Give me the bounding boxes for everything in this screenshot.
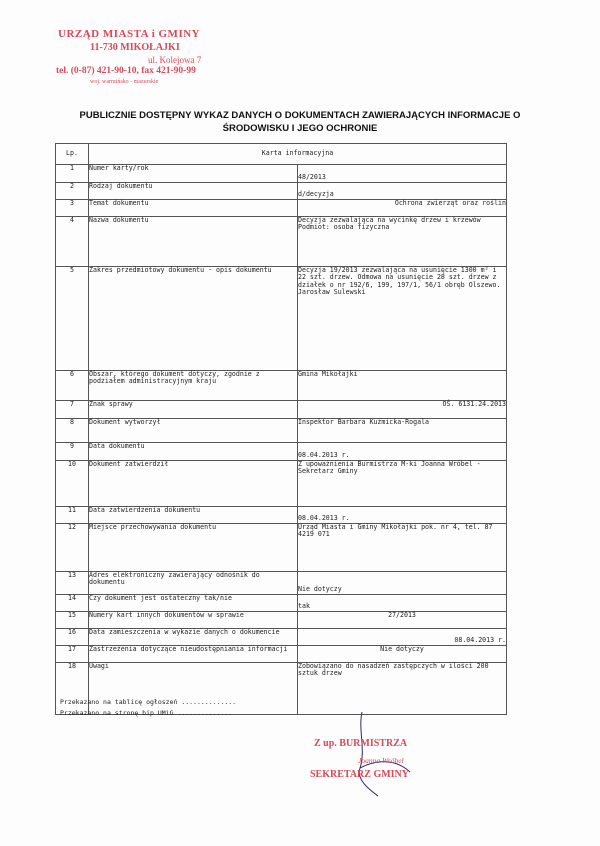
row-field-name: Data dokumentu	[89, 443, 298, 461]
row-field-value: Nie dotyczy	[298, 646, 507, 663]
row-field-value: OŚ. 6131.24.2013	[298, 401, 507, 419]
row-field-value: 27/2013	[298, 612, 507, 629]
row-lp: 6	[56, 371, 89, 401]
signature-stamp	[300, 710, 450, 800]
signature-on-behalf: Z up. BURMISTRZA	[314, 738, 408, 749]
table-row	[56, 629, 507, 646]
table-row	[56, 507, 507, 524]
row-lp: 17	[56, 646, 89, 663]
header-card: Karta informacyjna	[89, 144, 507, 165]
row-field-name: Temat dokumentu	[89, 200, 298, 217]
row-lp: 10	[56, 461, 89, 507]
table-row	[56, 612, 507, 629]
row-lp: 11	[56, 507, 89, 524]
row-field-name: Uwagi	[89, 663, 298, 715]
row-lp: 1	[56, 165, 89, 183]
row-field-name: Dokument wytworzył	[89, 419, 298, 443]
table-row	[56, 443, 507, 461]
row-field-value: d/decyzja	[298, 183, 507, 200]
note-bip: Przekazano na stronę bip UMiG ..............	[60, 709, 233, 717]
signature-scribble-icon	[300, 710, 450, 800]
table-row	[56, 401, 507, 419]
row-field-value: Inspektor Barbara Kuźmicka-Rogala	[298, 419, 507, 443]
row-lp: 13	[56, 572, 89, 595]
table-header-row	[56, 144, 507, 165]
row-field-value: Decyzja 19/2013 zezwalająca na usunięcie 1300 m² i 22 szt. drzew. Odmowa na usunięcie 28 szt. drzew z działek o nr 192/6, 199, 197/1, 56/1 obręb Olszewo. Jarosław Sulewski	[298, 267, 507, 371]
information-card-table	[55, 143, 507, 715]
table-row	[56, 183, 507, 200]
row-field-value: Zobowiązano do nasadzeń zastępczych w ilości 200 sztuk drzew	[298, 663, 507, 715]
signature-title: SEKRETARZ GMINY	[310, 769, 409, 780]
row-lp: 3	[56, 200, 89, 217]
row-field-value: Nie dotyczy	[298, 572, 507, 595]
row-field-name: Numery kart innych dokumentów w sprawie	[89, 612, 298, 629]
row-field-value: tak	[298, 595, 507, 612]
row-field-name: Znak sprawy	[89, 401, 298, 419]
document-title	[50, 109, 550, 135]
row-field-value: 08.04.2013 r.	[298, 507, 507, 524]
row-lp: 12	[56, 524, 89, 572]
table-row	[56, 419, 507, 443]
stamp-street: ul. Kolejowa 7	[148, 55, 202, 65]
note-notice-board: Przekazano na tablicę ogłoszeń ..............	[60, 698, 237, 706]
row-lp: 14	[56, 595, 89, 612]
row-field-value: Gmina Mikołajki	[298, 371, 507, 401]
row-field-value: Urząd Miasta i Gminy Mikołajki pok. nr 4, tel. 87 4219 071	[298, 524, 507, 572]
row-field-name: Nazwa dokumentu	[89, 217, 298, 267]
row-lp: 8	[56, 419, 89, 443]
row-field-value: Ochrona zwierząt oraz roślin	[298, 200, 507, 217]
row-field-name: Miejsce przechowywania dokumentu	[89, 524, 298, 572]
table-row	[56, 572, 507, 595]
table-row	[56, 524, 507, 572]
row-field-name: Obszar, którego dokument dotyczy, zgodnie z podziałem administracyjnym kraju	[89, 371, 298, 401]
row-lp: 15	[56, 612, 89, 629]
title-line-2: ŚRODOWISKU I JEGO OCHRONIE	[222, 123, 378, 134]
row-lp: 4	[56, 217, 89, 267]
row-field-value: 08.04.2013 r.	[298, 443, 507, 461]
row-field-name: Data zamieszczenia w wykazie danych o dokumencie	[89, 629, 298, 646]
signature-name: Joanna Wróbel	[358, 756, 404, 765]
title-line-1: PUBLICZNIE DOSTĘPNY WYKAZ DANYCH O DOKUMENTACH ZAWIERAJĄCYCH INFORMACJE O	[79, 110, 521, 121]
transmission-notes	[60, 697, 236, 719]
row-field-name: Numer karty/rok	[89, 165, 298, 183]
table-row	[56, 371, 507, 401]
row-field-name: Czy dokument jest ostateczny tak/nie	[89, 595, 298, 612]
stamp-phone: tel. (0-87) 421-90-10, fax 421-90-99	[56, 66, 196, 76]
row-field-name: Data zatwierdzenia dokumentu	[89, 507, 298, 524]
stamp-office-name: URZĄD MIASTA i GMINY	[58, 28, 201, 40]
table-row	[56, 646, 507, 663]
row-lp: 18	[56, 663, 89, 715]
row-field-name: Dokument zatwierdził	[89, 461, 298, 507]
stamp-region: woj. warmińsko - mazurskie	[90, 79, 159, 85]
table-row	[56, 165, 507, 183]
row-field-value: Z upoważnienia Burmistrza M-ki Joanna Wróbel - Sekretarz Gminy	[298, 461, 507, 507]
row-field-value: 48/2013	[298, 165, 507, 183]
table-row	[56, 267, 507, 371]
table-row	[56, 217, 507, 267]
stamp-postal-code: 11-730 MIKOŁAJKI	[90, 42, 180, 53]
table-row	[56, 595, 507, 612]
row-lp: 2	[56, 183, 89, 200]
row-field-name: Rodzaj dokumentu	[89, 183, 298, 200]
row-field-value: 08.04.2013 r.	[298, 629, 507, 646]
header-lp: Lp.	[56, 144, 89, 165]
table-row	[56, 200, 507, 217]
row-lp: 16	[56, 629, 89, 646]
row-field-name: Zastrzeżenia dotyczące nieudostępniania informacji	[89, 646, 298, 663]
row-lp: 7	[56, 401, 89, 419]
row-lp: 9	[56, 443, 89, 461]
table-row	[56, 461, 507, 507]
row-field-name: Zakres przedmiotowy dokumentu - opis dokumentu	[89, 267, 298, 371]
row-lp: 5	[56, 267, 89, 371]
row-field-name: Adres elektroniczny zawierający odnośnik do dokumentu	[89, 572, 298, 595]
row-field-value: Decyzja zezwalająca na wycinkę drzew i krzewów Podmiot: osoba fizyczna	[298, 217, 507, 267]
